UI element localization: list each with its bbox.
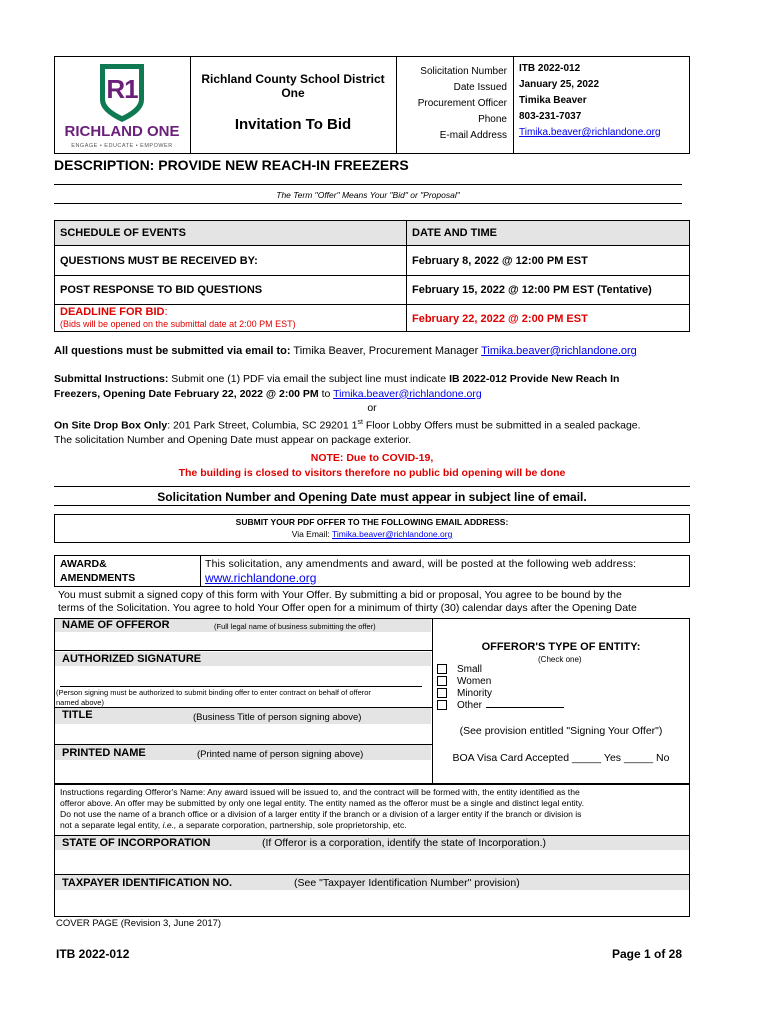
doc-title: Invitation To Bid bbox=[234, 116, 352, 133]
logo-tagline: ENGAGE • EDUCATE • EMPOWER bbox=[71, 143, 173, 149]
schedule-col-events: SCHEDULE OF EVENTS bbox=[60, 227, 186, 239]
value-phone: 803-231-7037 bbox=[519, 111, 582, 122]
offeror-name-instructions: Instructions regarding Offeror's Name: Any award issued will be issued to, and the contract will be formed with, the entity identified as the offeror above. An offer may be submitted by only one legal entity. The entity named as the offeror must be a single and distinct legal entity. Do not use the name of a branch office or a division of a larger entity if the branch or a division of a larger entity if the branch or division is not a separate legal entity, i.e., a separate corporation, partnership, sole proprietorship, etc. bbox=[60, 787, 585, 830]
description-heading: DESCRIPTION: PROVIDE NEW REACH-IN FREEZERS bbox=[54, 157, 409, 173]
logo-name: RICHLAND ONE bbox=[64, 123, 180, 140]
subject-line-notice: Solicitation Number and Opening Date must appear in subject line of email. bbox=[157, 490, 587, 504]
checkbox-icon[interactable] bbox=[437, 664, 447, 674]
authorized-signature-label: AUTHORIZED SIGNATURE bbox=[62, 653, 202, 665]
covid-note: NOTE: Due to COVID-19, The building is closed to visitors therefore no public bid opening will be done bbox=[178, 452, 566, 479]
questions-email-link[interactable]: Timika.beaver@richlandone.org bbox=[481, 345, 637, 357]
schedule-date-questions: February 8, 2022 @ 12:00 PM EST bbox=[412, 254, 588, 267]
printed-name-hint: (Printed name of person signing above) bbox=[197, 749, 364, 760]
schedule-event-post-response: POST RESPONSE TO BID QUESTIONS bbox=[60, 284, 263, 296]
label-solicitation-number: Solicitation Number bbox=[420, 66, 507, 77]
value-email[interactable]: Timika.beaver@richlandone.org bbox=[519, 127, 661, 138]
checkbox-icon[interactable] bbox=[437, 688, 447, 698]
header-values bbox=[519, 61, 689, 141]
taxpayer-id-hint: (See "Taxpayer Identification Number" provision) bbox=[294, 877, 520, 889]
entity-option-minority[interactable]: Minority bbox=[437, 688, 564, 700]
checkbox-icon[interactable] bbox=[437, 676, 447, 686]
entity-option-other[interactable]: Other bbox=[437, 700, 564, 712]
submittal-instructions: Submittal Instructions: Submit one (1) PDF via email the subject line must indicate IB 2022-012 Provide New Reach In Freezers, Opening Date February 22, 2022 @ 2:00 PM to Timika.beaver@richlandone.org or On Site Drop Box Only: 201 Park Street, Columbia, SC 29201 1st Floor Lobby Offers must be submitted in a sealed package. The solicitation Number and Opening Date must appear on package exterior. bbox=[54, 373, 641, 446]
questions-line: All questions must be submitted via email to: Timika Beaver, Procurement Manager Timika.beaver@richlandone.org bbox=[54, 345, 637, 357]
deadline-label: DEADLINE FOR BID bbox=[60, 306, 165, 318]
value-solicitation-number: ITB 2022-012 bbox=[519, 63, 581, 74]
name-of-offeror-hint: (Full legal name of business submitting the offer) bbox=[214, 622, 376, 631]
label-phone: Phone bbox=[478, 114, 507, 125]
label-procurement-officer: Procurement Officer bbox=[417, 98, 507, 109]
entity-type-title: OFFEROR'S TYPE OF ENTITY: bbox=[481, 641, 641, 653]
deadline-date: February 22, 2022 @ 2:00 PM EST bbox=[412, 312, 588, 325]
term-note: The Term "Offer" Means Your "Bid" or "Proposal" bbox=[276, 190, 460, 200]
entity-check-one: (Check one) bbox=[538, 655, 582, 664]
schedule-date-post-response: February 15, 2022 @ 12:00 PM EST (Tentative) bbox=[412, 284, 652, 296]
entity-option-small[interactable]: Small bbox=[437, 664, 564, 676]
district-name: Richland County School District One bbox=[201, 72, 385, 100]
taxpayer-id-label: TAXPAYER IDENTIFICATION NO. bbox=[62, 877, 233, 889]
label-email-address: E-mail Address bbox=[439, 130, 507, 141]
title-hint: (Business Title of person signing above) bbox=[193, 712, 362, 723]
submittal-email-link[interactable]: Timika.beaver@richlandone.org bbox=[333, 387, 482, 400]
deadline-cell: DEADLINE FOR BID: (Bids will be opened on the submittal date at 2:00 PM EST) bbox=[60, 306, 406, 330]
authorized-signature-hint: (Person signing must be authorized to submit binding offer to enter contract on behalf of offeror named above) bbox=[56, 688, 371, 707]
value-procurement-officer: Timika Beaver bbox=[519, 95, 587, 106]
entity-options bbox=[437, 664, 564, 712]
title-label: TITLE bbox=[62, 709, 93, 721]
email-box-link[interactable]: Timika.beaver@richlandone.org bbox=[332, 529, 453, 539]
award-url-link[interactable]: www.richlandone.org bbox=[205, 571, 317, 585]
schedule-event-questions: QUESTIONS MUST BE RECEIVED BY: bbox=[60, 254, 258, 267]
name-of-offeror-label: NAME OF OFFEROR bbox=[62, 619, 170, 631]
printed-name-label: PRINTED NAME bbox=[62, 747, 146, 759]
footer-page-number: Page 1 of 28 bbox=[611, 947, 682, 961]
state-of-incorporation-hint: (If Offeror is a corporation, identify the state of Incorporation.) bbox=[262, 837, 547, 849]
footer-itb-number: ITB 2022-012 bbox=[56, 947, 130, 961]
award-label: AWARD& AMENDMENTS bbox=[60, 558, 136, 584]
signing-offer-provision: (See provision entitled "Signing Your Offer") bbox=[459, 725, 663, 737]
state-of-incorporation-label: STATE OF INCORPORATION bbox=[62, 837, 211, 849]
cover-page-revision: COVER PAGE (Revision 3, June 2017) bbox=[56, 918, 222, 929]
value-date-issued: January 25, 2022 bbox=[519, 79, 600, 90]
boa-visa-line: BOA Visa Card Accepted _____ Yes _____ No bbox=[452, 752, 670, 764]
must-submit-text: You must submit a signed copy of this form with Your Offer. By submitting a bid or proposal, You agree to be bound by the terms of the Solicitation. You agree to hold Your Offer open for a minimum of thirty (30) calendar days after the Opening Date bbox=[58, 589, 637, 614]
deadline-note: (Bids will be opened on the submittal date at 2:00 PM EST) bbox=[60, 319, 296, 329]
entity-option-women[interactable]: Women bbox=[437, 676, 564, 688]
label-date-issued: Date Issued bbox=[453, 82, 507, 93]
richland-one-logo bbox=[58, 60, 186, 150]
header-labels bbox=[396, 64, 507, 144]
award-text: This solicitation, any amendments and award, will be posted at the following web address: www.richlandone.org bbox=[205, 557, 685, 585]
schedule-col-date: DATE AND TIME bbox=[412, 227, 497, 239]
logo-mark: R1 bbox=[106, 74, 138, 104]
checkbox-icon[interactable] bbox=[437, 700, 447, 710]
